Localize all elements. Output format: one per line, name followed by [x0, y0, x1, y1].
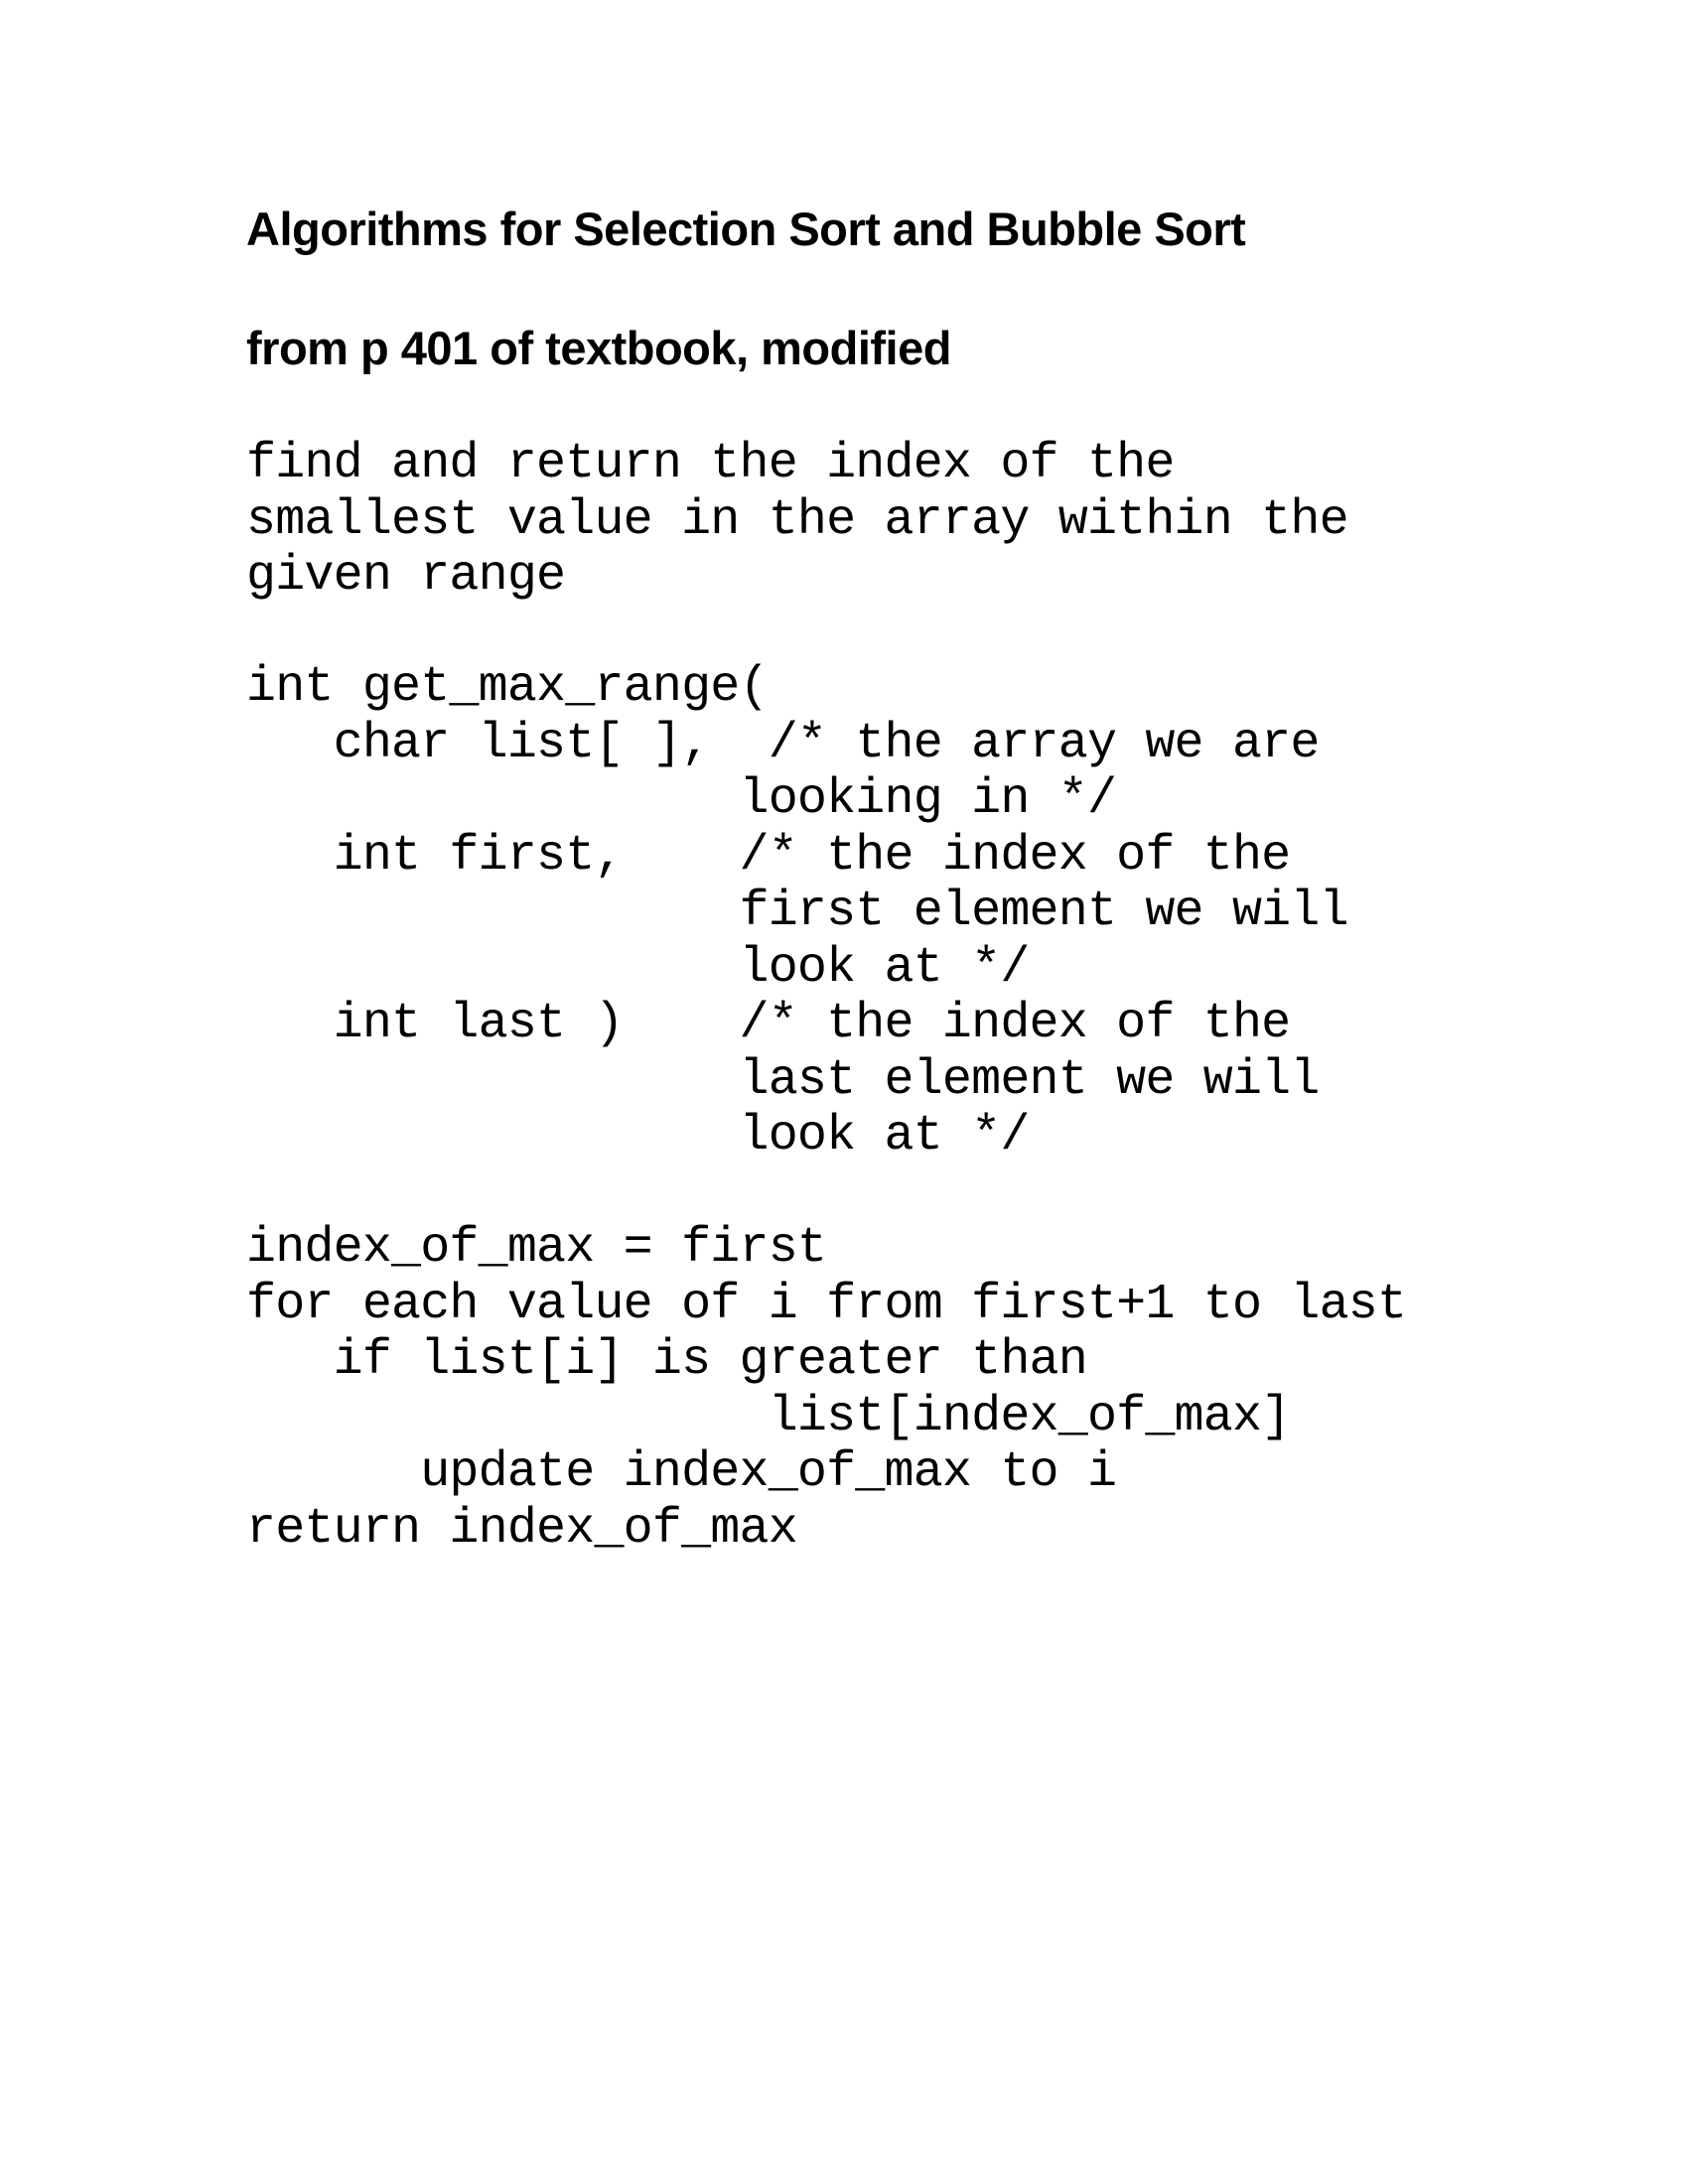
description-line: given range — [246, 548, 566, 605]
signature-line: first element we will — [246, 884, 1348, 940]
algorithm-line: update index_of_max to i — [246, 1444, 1117, 1501]
signature-line: int last ) /* the index of the — [246, 996, 1291, 1052]
description-line: smallest value in the array within the — [246, 491, 1348, 549]
function-signature-block — [246, 660, 1636, 1165]
algorithm-body-block — [246, 1221, 1636, 1558]
page-title: Algorithms for Selection Sort and Bubble Sort — [246, 203, 1246, 255]
algorithm-line: index_of_max = first — [246, 1220, 827, 1277]
signature-line: char list[ ], /* the array we are — [246, 715, 1320, 772]
page-subtitle: from p 401 of textbook, modified — [246, 322, 951, 374]
signature-line: look at */ — [246, 939, 1030, 997]
algorithm-line: for each value of i from first+1 to last — [246, 1276, 1407, 1333]
signature-line: last element we will — [246, 1051, 1320, 1109]
algorithm-line: if list[i] is greater than — [246, 1332, 1087, 1389]
description-line: find and return the index of the — [246, 436, 1175, 492]
algorithm-line: list[index_of_max] — [246, 1388, 1291, 1445]
signature-line: int get_max_range( — [246, 659, 769, 716]
signature-line: looking in */ — [246, 771, 1117, 828]
signature-line: look at */ — [246, 1108, 1030, 1164]
algorithm-line: return index_of_max — [246, 1500, 797, 1558]
description-block — [246, 437, 1636, 606]
signature-line: int first, /* the index of the — [246, 827, 1291, 885]
